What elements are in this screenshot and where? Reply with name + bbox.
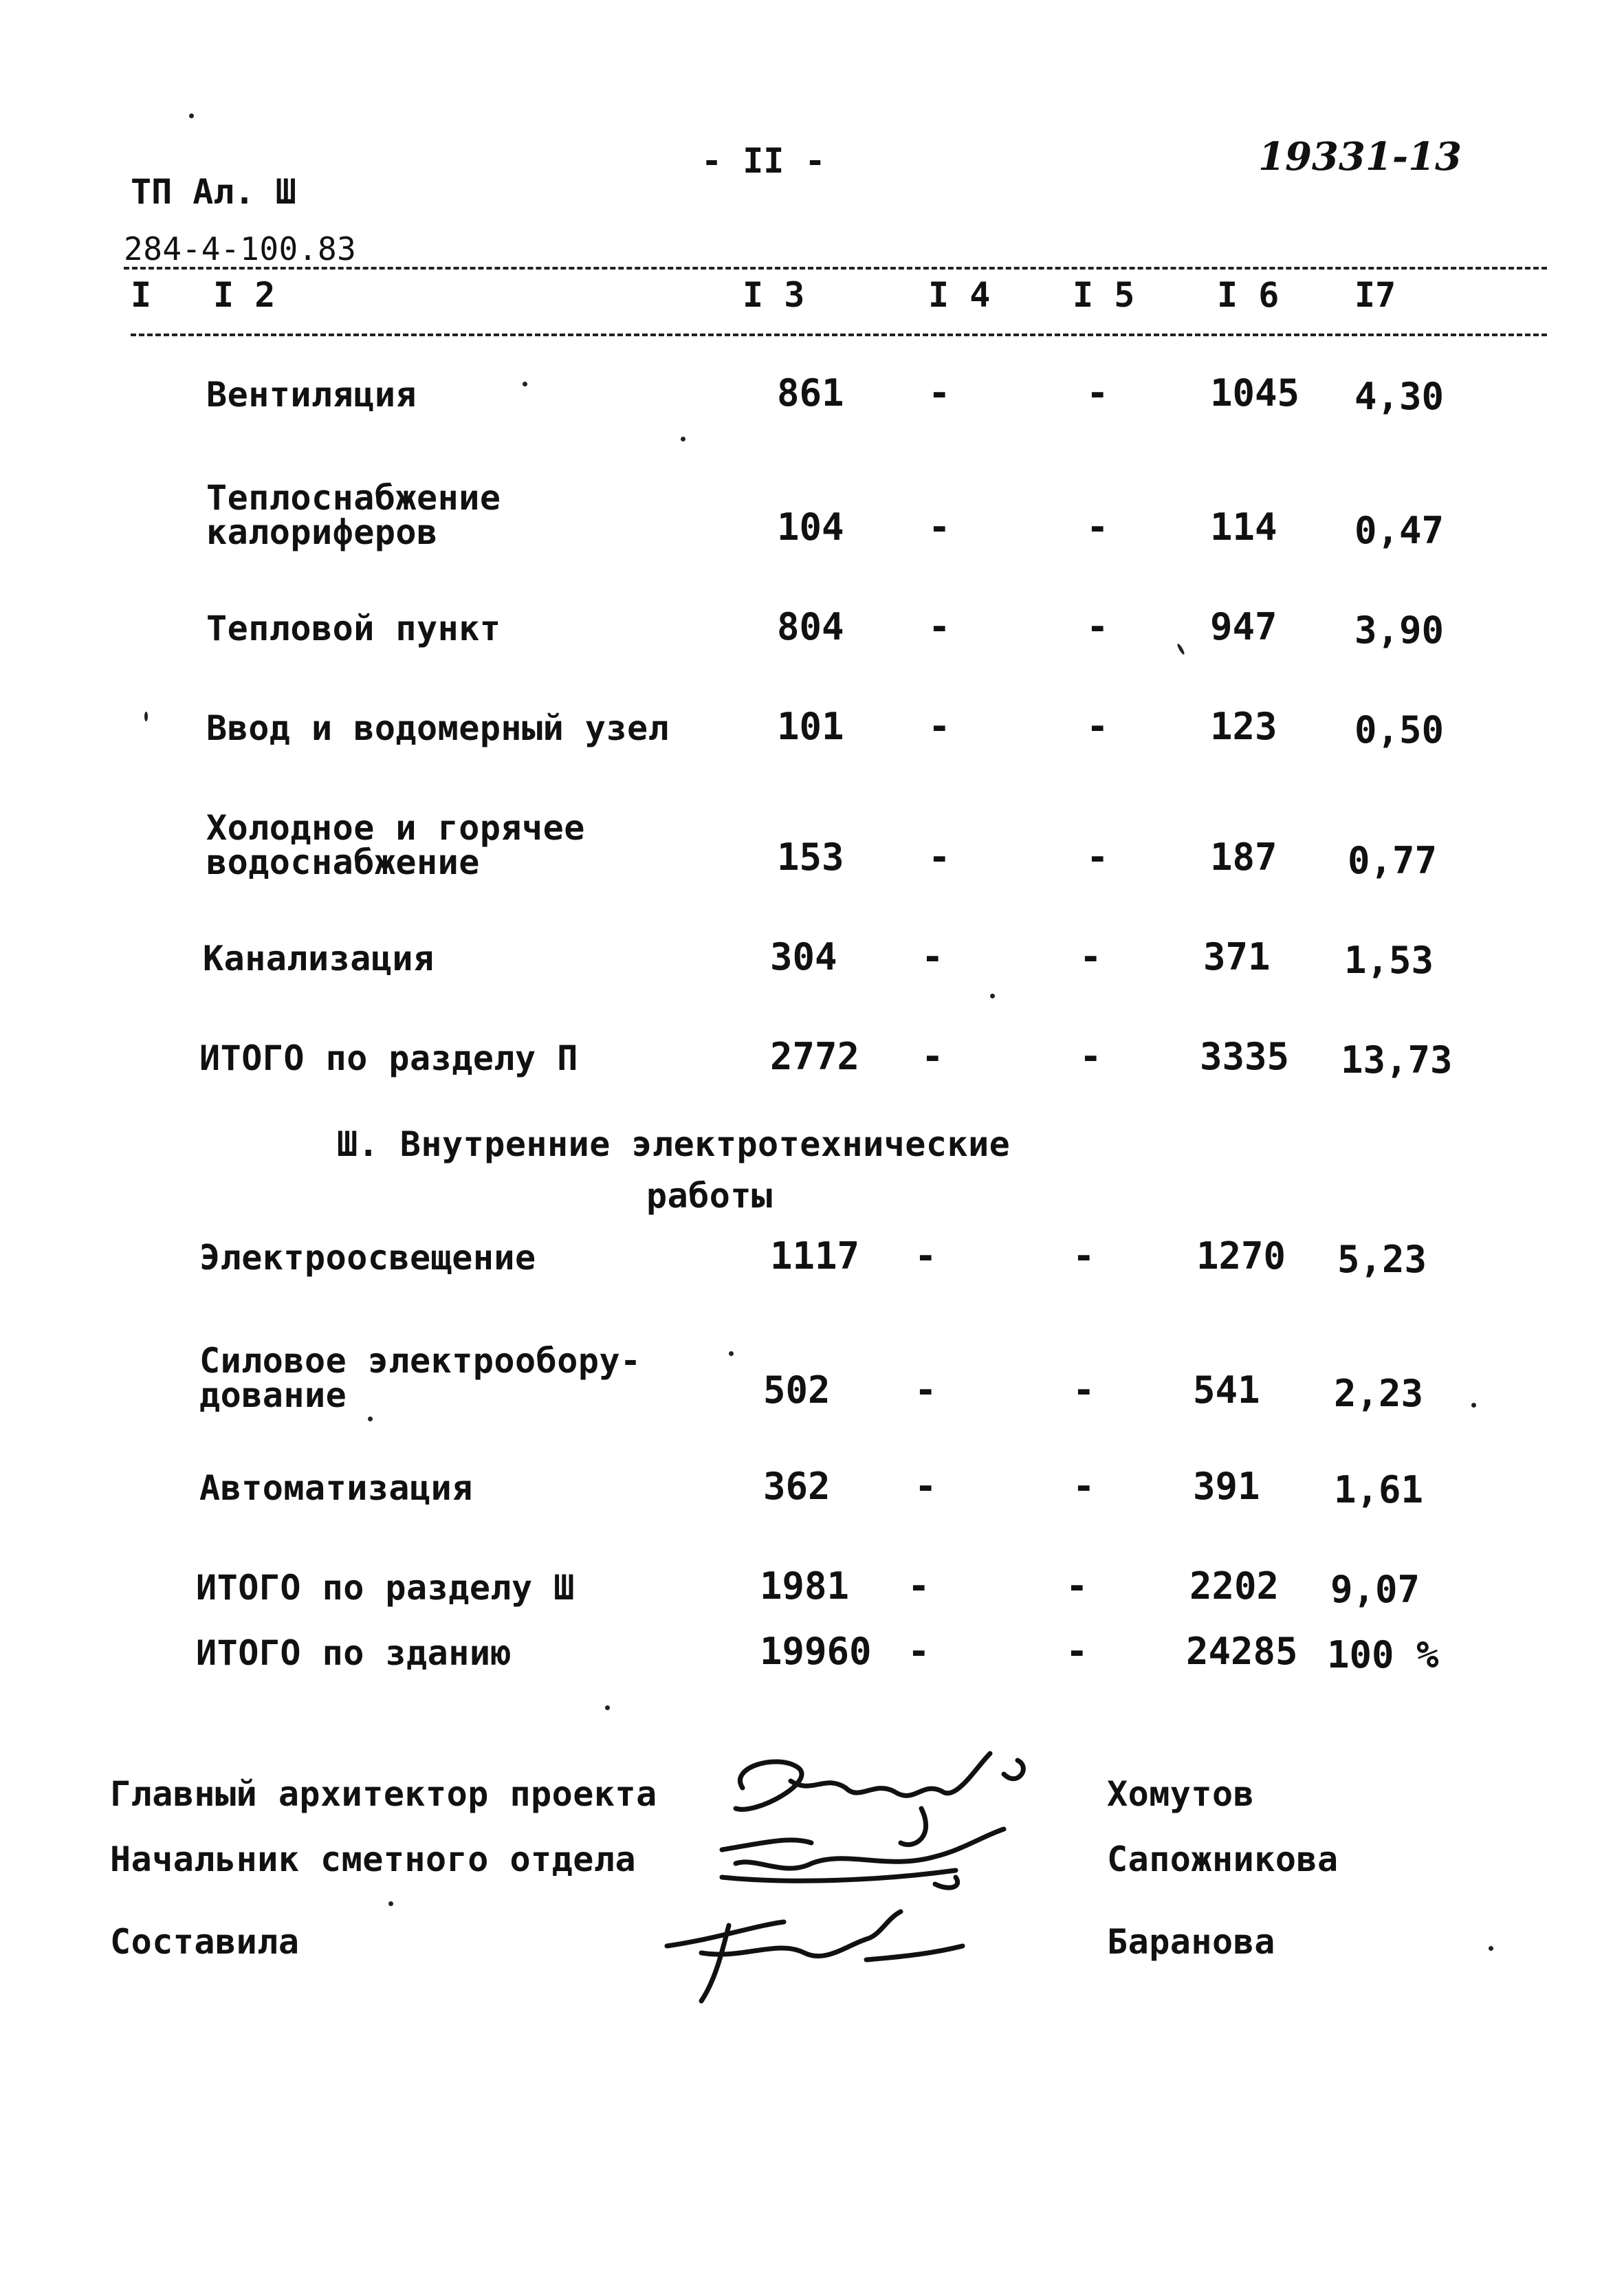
- cell-col7: 0,50: [1354, 708, 1445, 752]
- col-header-6: I 6: [1217, 275, 1280, 315]
- row-name: Силовое электрообору-: [199, 1341, 641, 1381]
- catalog-number: 19331-13: [1258, 134, 1462, 179]
- cell-col3: 101: [777, 705, 844, 748]
- cell-col5: -: [1086, 505, 1109, 549]
- col-header-7: I7: [1354, 275, 1396, 315]
- signatory-name: Хомутов: [1107, 1774, 1255, 1814]
- cell-col6: 123: [1210, 705, 1277, 748]
- cell-col7: 1,61: [1334, 1468, 1424, 1511]
- cell-col7: 13,73: [1341, 1038, 1453, 1082]
- cell-col5: -: [1086, 705, 1109, 748]
- cell-col3: 2772: [770, 1035, 860, 1078]
- cell-col7: 5,23: [1337, 1238, 1427, 1281]
- col-header-1: I: [131, 275, 152, 315]
- cell-col5: -: [1086, 371, 1109, 415]
- header-bottom-rule: [131, 334, 1547, 336]
- cell-col4: -: [908, 1630, 930, 1673]
- row-name: ИТОГО по разделу Ш: [196, 1568, 575, 1608]
- col-header-2: I 2: [213, 275, 276, 315]
- cell-col4: -: [928, 505, 951, 549]
- cell-col3: 104: [777, 505, 844, 549]
- cell-col6: 1045: [1210, 371, 1300, 415]
- scan-speck: [523, 382, 527, 386]
- cell-col3: 19960: [760, 1630, 872, 1673]
- col-header-5: I 5: [1073, 275, 1135, 315]
- cell-col5: -: [1073, 1465, 1095, 1508]
- cell-col5: -: [1079, 935, 1102, 979]
- scan-speck: [1176, 643, 1185, 655]
- cell-col3: 502: [763, 1368, 831, 1412]
- row-name-cont: калориферов: [206, 512, 438, 552]
- cell-col4: -: [921, 935, 944, 979]
- cell-col7: 9,07: [1330, 1568, 1420, 1611]
- row-name-cont: дование: [199, 1375, 347, 1415]
- row-name: ИТОГО по разделу П: [199, 1038, 578, 1078]
- cell-col6: 114: [1210, 505, 1277, 549]
- cell-col3: 1117: [770, 1234, 860, 1278]
- cell-col3: 1981: [760, 1564, 850, 1608]
- cell-col6: 3335: [1200, 1035, 1290, 1078]
- cell-col7: 1,53: [1344, 939, 1434, 982]
- cell-col3: 362: [763, 1465, 831, 1508]
- scan-speck: [1489, 1946, 1493, 1951]
- cell-col4: -: [921, 1035, 944, 1078]
- cell-col6: 2202: [1189, 1564, 1280, 1608]
- cell-col6: 391: [1193, 1465, 1260, 1508]
- cell-col6: 1270: [1196, 1234, 1286, 1278]
- row-name-cont: водоснабжение: [206, 842, 480, 882]
- scan-speck: [605, 1705, 610, 1710]
- cell-col5: -: [1073, 1368, 1095, 1412]
- cell-col5: -: [1079, 1035, 1102, 1078]
- scan-speck: [1471, 1403, 1476, 1408]
- cell-col5: -: [1086, 605, 1109, 648]
- row-name: Вентиляция: [206, 375, 417, 415]
- scan-speck: [729, 1351, 734, 1356]
- row-name: Теплоснабжение: [206, 478, 501, 518]
- signatory-name: Баранова: [1107, 1922, 1275, 1962]
- section-title: Ш. Внутренние электротехнические: [337, 1124, 1011, 1164]
- doc-type: ТП Ал. Ш: [131, 172, 296, 212]
- col-header-4: I 4: [928, 275, 991, 315]
- row-name: Автоматизация: [199, 1468, 473, 1508]
- cell-col4: -: [928, 605, 951, 648]
- cell-col3: 153: [777, 835, 844, 879]
- cell-col4: -: [928, 371, 951, 415]
- scan-speck: [388, 1901, 393, 1906]
- row-name: Тепловой пункт: [206, 609, 501, 648]
- cell-col6: 24285: [1186, 1630, 1298, 1673]
- cell-col6: 371: [1203, 935, 1271, 979]
- cell-col4: -: [908, 1564, 930, 1608]
- scan-speck: [681, 437, 685, 441]
- cell-col7: 100 %: [1327, 1633, 1439, 1676]
- cell-col5: -: [1073, 1234, 1095, 1278]
- cell-col3: 304: [770, 935, 837, 979]
- cell-col5: -: [1066, 1630, 1088, 1673]
- signatory-role: Главный архитектор проекта: [110, 1774, 657, 1814]
- section-title-cont: работы: [646, 1176, 773, 1216]
- cell-col6: 541: [1193, 1368, 1260, 1412]
- scan-speck: [189, 113, 194, 118]
- cell-col6: 947: [1210, 605, 1277, 648]
- scan-speck: [144, 712, 148, 721]
- row-name: Холодное и горячее: [206, 808, 585, 848]
- row-name: Ввод и водомерный узел: [206, 708, 670, 748]
- row-name: Электроосвещение: [199, 1238, 536, 1278]
- cell-col4: -: [914, 1465, 937, 1508]
- col-header-3: I 3: [743, 275, 805, 315]
- cell-col7: 4,30: [1354, 375, 1445, 418]
- signature-2-image: [708, 1822, 1024, 1905]
- cell-col3: 861: [777, 371, 844, 415]
- signatory-name: Сапожникова: [1107, 1839, 1339, 1879]
- cell-col7: 2,23: [1334, 1372, 1424, 1415]
- row-name: ИТОГО по зданию: [196, 1633, 512, 1673]
- cell-col5: -: [1066, 1564, 1088, 1608]
- header-top-rule: [124, 267, 1547, 270]
- signatory-role: Начальник сметного отдела: [110, 1839, 637, 1879]
- scan-speck: [368, 1417, 373, 1421]
- signature-3-image: [646, 1898, 976, 2015]
- signatory-role: Составила: [110, 1922, 300, 1962]
- cell-col4: -: [914, 1368, 937, 1412]
- cell-col6: 187: [1210, 835, 1277, 879]
- row-name: Канализация: [203, 939, 435, 979]
- cell-col7: 0,47: [1354, 509, 1445, 552]
- page-number: - II -: [701, 141, 826, 181]
- cell-col4: -: [914, 1234, 937, 1278]
- cell-col3: 804: [777, 605, 844, 648]
- cell-col7: 0,77: [1348, 839, 1438, 882]
- cell-col4: -: [928, 835, 951, 879]
- cell-col4: -: [928, 705, 951, 748]
- cell-col7: 3,90: [1354, 609, 1445, 652]
- scan-speck: [990, 994, 995, 998]
- cell-col5: -: [1086, 835, 1109, 879]
- project-number: 284-4-100.83: [124, 230, 357, 267]
